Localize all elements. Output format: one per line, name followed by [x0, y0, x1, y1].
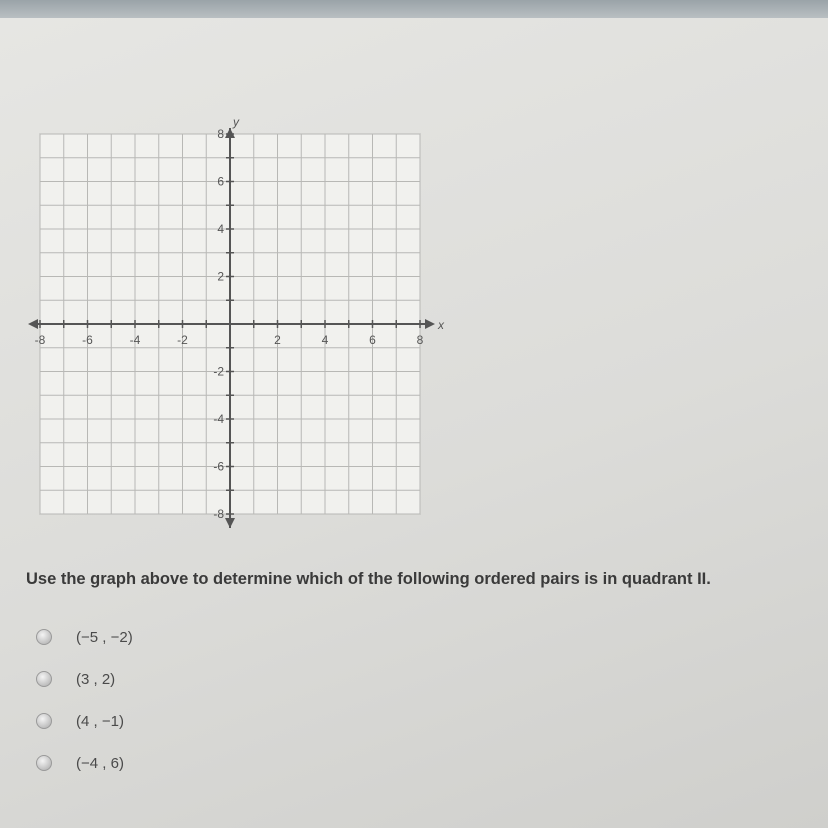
option-2[interactable]	[36, 658, 133, 700]
coordinate-grid-svg	[20, 115, 444, 548]
option-label: (−5 , −2)	[76, 628, 133, 646]
question-page	[0, 18, 828, 828]
radio-button[interactable]	[36, 713, 52, 729]
x-tick-label: -8	[34, 333, 46, 347]
question-text: Use the graph above to determine which of the following ordered pairs is in quadrant II.	[26, 570, 711, 588]
y-tick-label: -4	[213, 412, 224, 426]
y-axis-arrow-down	[225, 518, 235, 528]
y-tick-label: 8	[217, 127, 224, 141]
x-axis-label: x	[438, 318, 444, 332]
y-axis-arrow-up	[225, 128, 235, 138]
option-4[interactable]	[36, 742, 133, 784]
x-tick-label: -4	[129, 333, 141, 347]
radio-button[interactable]	[36, 671, 52, 687]
x-axis-arrow-left	[28, 319, 38, 329]
radio-button[interactable]	[36, 755, 52, 771]
y-tick-label: 4	[217, 222, 224, 236]
coordinate-grid	[20, 115, 444, 548]
option-label: (3 , 2)	[76, 670, 116, 688]
option-label: (−4 , 6)	[76, 754, 124, 772]
x-tick-label: 6	[369, 333, 376, 347]
radio-button[interactable]	[36, 629, 52, 645]
y-tick-label: 2	[217, 269, 224, 284]
x-tick-label: -6	[82, 333, 93, 347]
x-tick-label: 4	[321, 333, 329, 347]
y-tick-label: -8	[213, 507, 224, 521]
top-bar	[0, 0, 828, 18]
x-tick-label: -2	[177, 333, 188, 347]
x-tick-label: 2	[274, 333, 281, 347]
x-axis-arrow-right	[425, 319, 435, 329]
y-tick-label: 6	[217, 174, 224, 189]
option-1[interactable]	[36, 616, 133, 658]
y-axis-label: y	[233, 115, 239, 129]
y-tick-label: -2	[213, 364, 224, 379]
option-label: (4 , −1)	[76, 712, 124, 730]
option-3[interactable]	[36, 700, 133, 742]
x-tick-label: 8	[416, 333, 424, 347]
y-tick-label: -6	[213, 459, 224, 474]
answer-options	[36, 616, 133, 784]
